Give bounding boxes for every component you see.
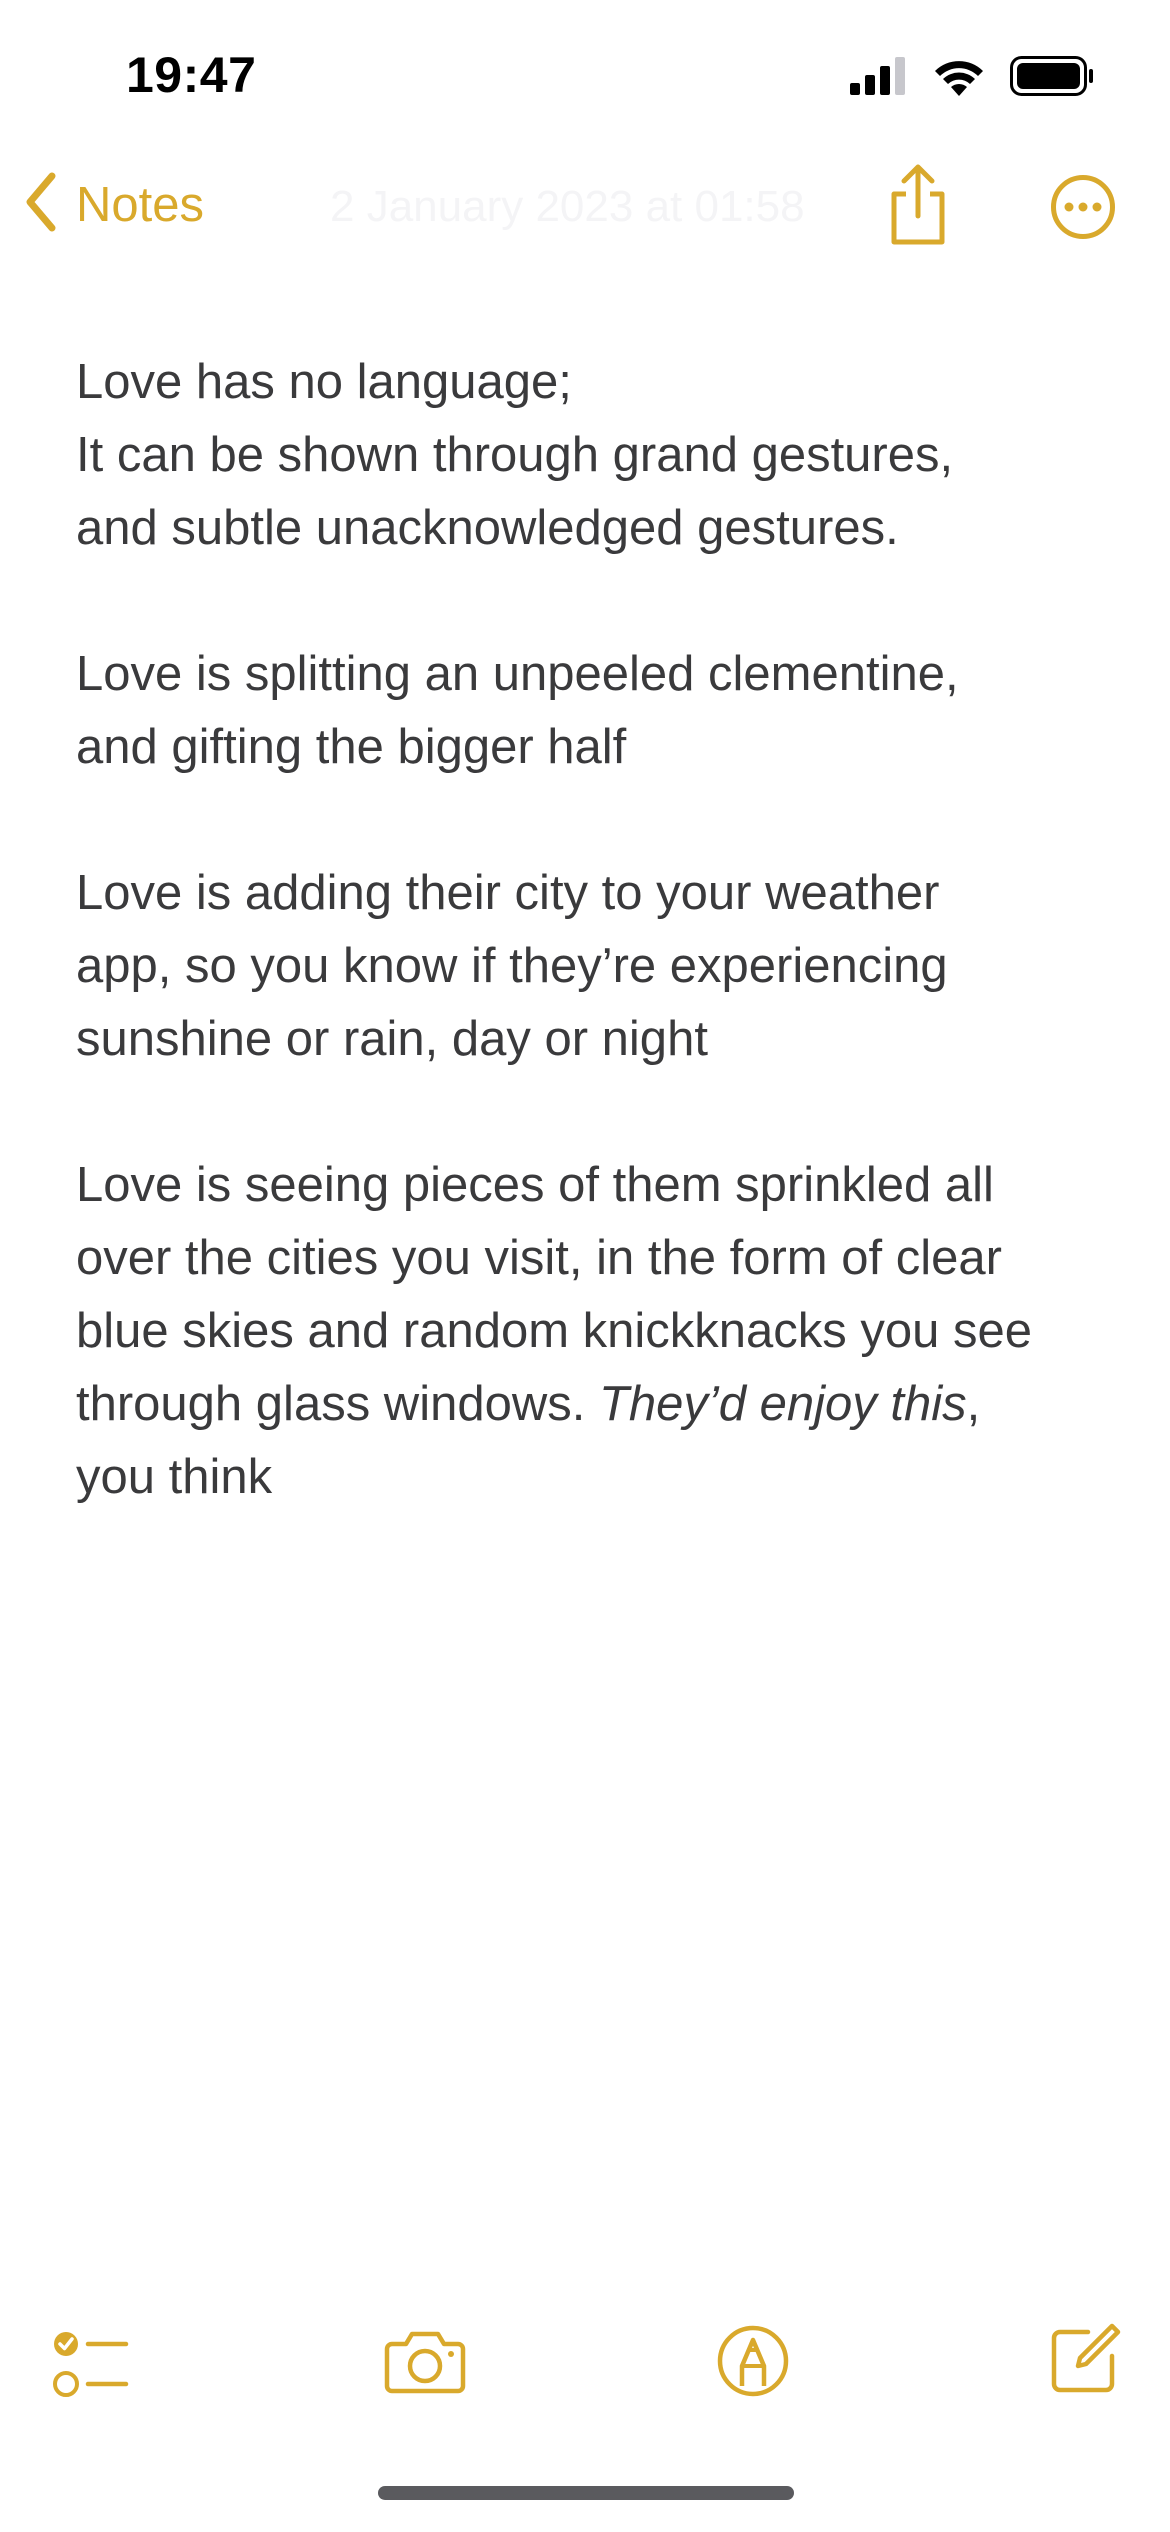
status-icons [850,56,1094,101]
chevron-left-icon [24,172,58,237]
note-italic-text: They’d enjoy this [598,1377,967,1431]
ellipsis-circle-icon [1050,227,1116,244]
note-text: through glass windows. [76,1377,599,1431]
note-line: app, so you know if they’re experiencing [76,939,948,993]
note-line: and subtle unacknowledged gestures. [76,501,899,555]
note-line [76,1368,1116,1441]
note-line: and gifting the bigger half [76,720,627,774]
checklist-button[interactable] [52,2330,130,2405]
bottom-toolbar [0,2320,1170,2420]
note-line: It can be shown through grand gestures, [76,428,954,482]
note-line: Love has no language; [76,355,572,409]
note-line: Love is seeing pieces of them sprinkled all [76,1158,994,1212]
home-indicator [378,2486,794,2500]
back-label: Notes [76,177,205,232]
markup-icon [716,2385,790,2402]
markup-button[interactable] [716,2324,790,2403]
note-line: blue skies and random knickknacks you see [76,1304,1033,1358]
wifi-icon [932,56,986,101]
note-text: , [966,1377,981,1431]
cellular-signal-icon [850,57,908,100]
note-paragraph [76,346,1116,565]
note-line: over the cities you visit, in the form of clear [76,1231,1002,1285]
compose-icon [1048,2383,1124,2400]
note-line: Love is splitting an unpeeled clementine, [76,647,959,701]
status-bar [0,0,1170,150]
note-paragraph [76,638,1116,784]
note-line: sunshine or rain, day or night [76,1012,708,1066]
note-paragraph [76,857,1116,1076]
share-button[interactable] [886,164,950,251]
note-body[interactable] [76,346,1116,1514]
note-paragraph [76,1149,1116,1514]
checklist-icon [52,2387,130,2404]
status-time: 19:47 [126,47,257,103]
note-date-title: 2 January 2023 at 01:58 [330,182,805,231]
back-button[interactable] [24,172,204,237]
note-line: Love is adding their city to your weather [76,866,940,920]
share-icon [886,233,950,250]
note-line: you think [76,1450,273,1504]
camera-button[interactable] [384,2328,466,2399]
battery-icon [1010,56,1094,101]
camera-icon [384,2381,466,2398]
nav-bar [0,160,1170,260]
compose-button[interactable] [1048,2320,1124,2401]
more-button[interactable] [1050,174,1116,245]
